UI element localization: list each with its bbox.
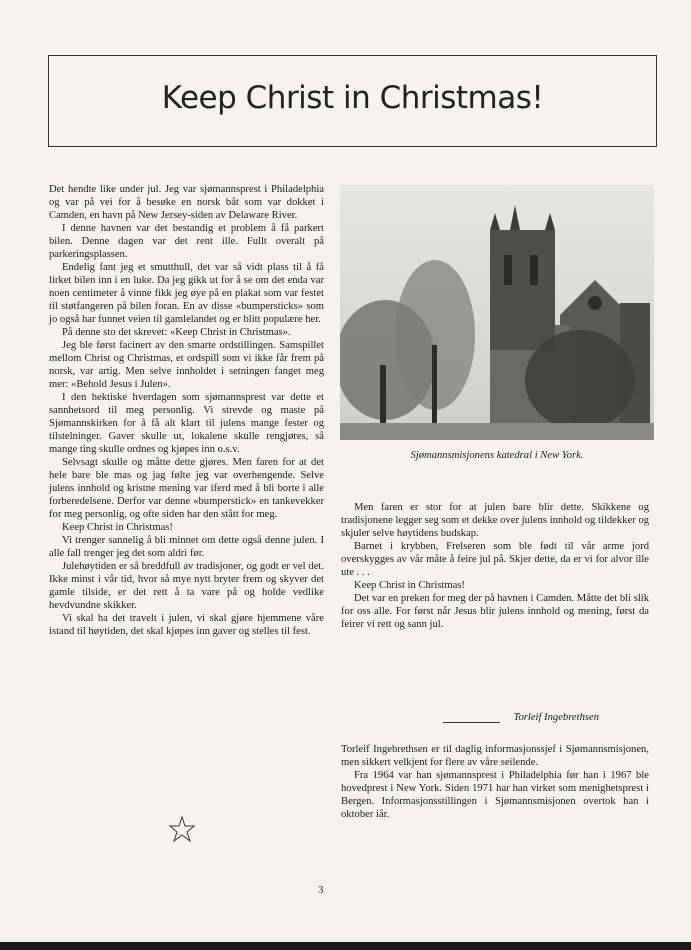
author-signature: Torleif Ingebrethsen — [513, 712, 599, 723]
paragraph: I denne havnen var det bestandig et problem å få parkert bilen. Denne dagen var det rent ille. Fullt overalt på parkeringsplassen. — [49, 223, 324, 260]
paragraph: Selvsagt skulle og måtte dette gjøres. Men faren for at det hele bare ble mas og jag følte jeg var overhengende. Selve julens innhold og kristne mening var iferd med å bli borte i alle forberedelsene. Derfor var denne «bumperstick» en tankevekker for meg personlig, og ofte siden har den stått for meg. — [49, 457, 324, 520]
paragraph: Torleif Ingebrethsen er til daglig informasjonssjef i Sjømannsmisjonen, men sikkert velkjent for flere av våre seilende. — [341, 744, 649, 768]
paragraph: Vi skal ha det travelt i julen, vi skal gjøre hjemmene våre istand til høytiden, det skal kjøpes inn gaver og stelles til fest. — [49, 613, 324, 637]
paragraph: Endelig fant jeg et smutthull, det var så vidt plass til å få lirket bilen inn i en luke. Da jeg gikk ut for å se om det enda var noen centimeter å vinne fikk jeg øye på en plakat som var festet til støtfangeren på bilen foran. En av disse «bumpersticks» som jo også har funnet veien til gamlelandet og er blitt populære her. — [49, 262, 324, 325]
paragraph: Det hendte like under jul. Jeg var sjømannsprest i Philadelphia og var på vei for å besøke en norsk båt som var dokket i Camden, en havn på New Jersey-siden av Delaware River. — [49, 184, 324, 221]
paragraph: Det var en preken for meg der på havnen i Camden. Måtte det bli slik for oss alle. For først når Jesus blir julens innhold og mening, først da feirer vi rett og sann jul. — [341, 593, 649, 630]
article-left-column — [49, 183, 324, 638]
paragraph: Jeg ble først facinert av den smarte ordstillingen. Samspillet mellom Christ og Christmas, et ordspill som vi ikke får frem på norsk, var artig. Men selve innholdet i setningen fanget meg mer: «Behold Jesus i Julen». — [49, 340, 324, 390]
author-bio — [341, 743, 649, 821]
bottom-border — [0, 942, 691, 950]
photo-caption: Sjømannsmisjonens katedral i New York. — [410, 450, 584, 461]
paragraph: Vi trenger sannelig å bli minnet om dette også denne julen. I alle fall trenger jeg det som aldri før. — [49, 535, 324, 559]
paragraph: I den hektiske hverdagen som sjømannsprest var dette et sannhetsord til meg personlig. Vi strevde og maste på Sjømannskirken for å få alt klart til julens mange fester og tilstelninger. Gaver skulle ut, lokalene skulle rengjøres, så mange ting skulle ordnes og kjøpes inn o.s.v. — [49, 392, 324, 455]
paragraph: På denne sto det skrevet: «Keep Christ in Christmas». — [62, 327, 291, 338]
divider — [443, 722, 500, 723]
church-photo — [340, 185, 654, 440]
paragraph: Keep Christ in Christmas! — [62, 522, 173, 533]
paragraph: Julehøytiden er så breddfull av tradisjoner, og godt er vel det. Ikke minst i vår tid, hvor så mye nytt bryter frem og skyver det gamle tilside, er det rett å ta vare på og holde vedlike hevdvundne skikker. — [49, 561, 324, 611]
star-icon — [168, 815, 196, 843]
page-title: Keep Christ in Christmas! — [161, 80, 544, 116]
page-number: 3 — [318, 884, 324, 896]
paragraph: Barnet i krybben, Frelseren som ble født til vår arme jord overskygges av vår måte å feire jul på. Skjer dette, da er vi for alvor ille ute . . . — [341, 541, 649, 578]
paragraph: Fra 1964 var han sjømannsprest i Philadelphia før han i 1967 ble hovedprest i New York. Siden 1971 har han virket som menighetsprest i Bergen. Informasjonsstillingen i Sjømannsmisjonen overtok han i oktober iår. — [341, 770, 649, 820]
article-right-column — [341, 501, 649, 631]
title-box — [48, 55, 657, 147]
paragraph: Keep Christ in Christmas! — [354, 580, 465, 591]
paragraph: Men faren er stor for at julen bare blir dette. Skikkene og tradisjonene legger seg som et dekke over julens innhold og tildekker og skjuler selve høytidens budskap. — [341, 502, 649, 539]
